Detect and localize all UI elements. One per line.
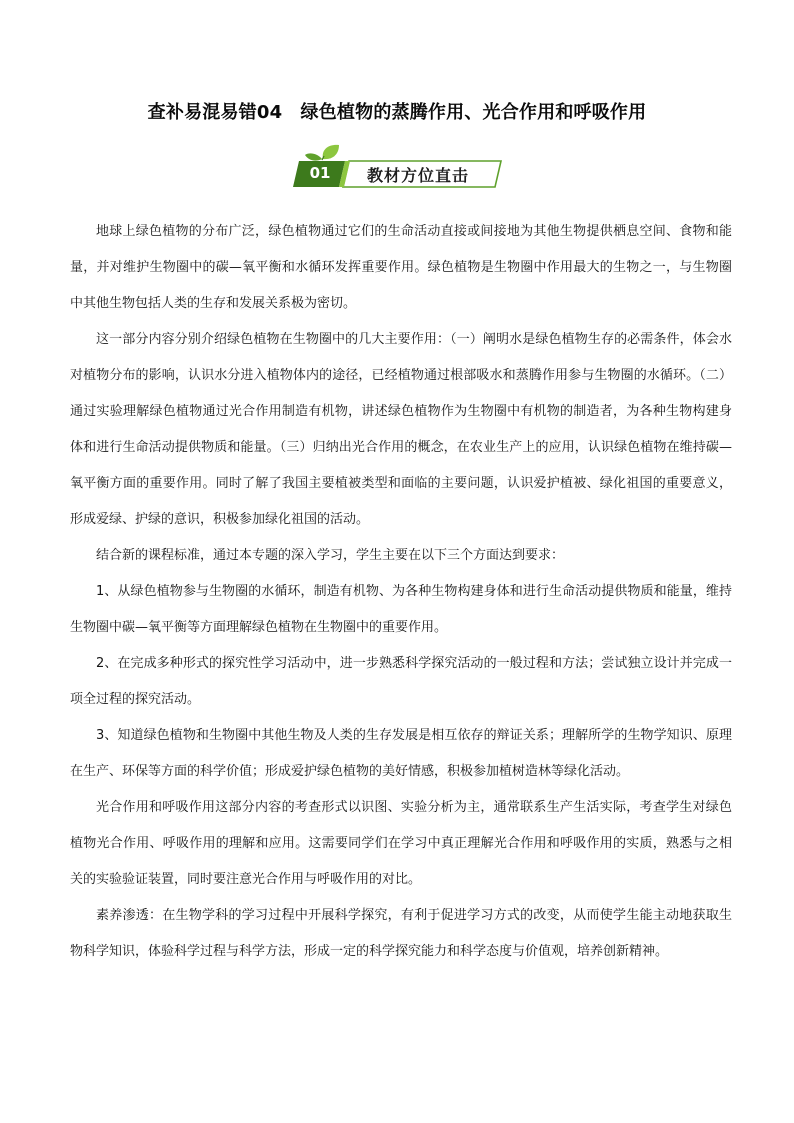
leaf-icon [305,145,339,161]
paragraph: 3、知道绿色植物和生物圈中其他生物及人类的生存发展是相互依存的辩证关系；理解所学的生物学知识、原理在生产、环保等方面的科学价值；形成爱护绿色植物的美好情感，积极参加植树造林等绿化活动。 [70,728,732,779]
paragraph: 光合作用和呼吸作用这部分内容的考查形式以识图、实验分析为主，通常联系生产生活实际，考查学生对绿色植物光合作用、呼吸作用的理解和应用。这需要同学们在学习中真正理解光合作用和呼吸作用的实质，熟悉与之相关的实验验证装置，同时要注意光合作用与呼吸作用的对比。 [70,800,732,887]
paragraph: 地球上绿色植物的分布广泛，绿色植物通过它们的生命活动直接或间接地为其他生物提供栖息空间、食物和能量，并对维护生物圈中的碳—氧平衡和水循环发挥重要作用。绿色植物是生物圈中作用最大的生物之一，与生物圈中其他生物包括人类的生存和发展关系极为密切。 [70,224,732,311]
page-title: 查补易混易错04 绿色植物的蒸腾作用、光合作用和呼吸作用 [147,102,647,123]
section-number: 01 [309,164,331,182]
paragraph: 这一部分内容分别介绍绿色植物在生物圈中的几大主要作用：（一）阐明水是绿色植物生存的必需条件，体会水对植物分布的影响，认识水分进入植物体内的途径，已经植物通过根部吸水和蒸腾作用参与生物圈的水循环。（二）通过实验理解绿色植物通过光合作用制造有机物，讲述绿色植物作为生物圈中有机物的制造者，为各种生物构建身体和进行生命活动提供物质和能量。（三）归纳出光合作用的概念，在农业生产上的应用，认识绿色植物在维持碳—氧平衡方面的重要作用。同时了解了我国主要植被类型和面临的主要问题，认识爱护植被、绿化祖国的重要意义，形成爱绿、护绿的意识，积极参加绿化祖国的活动。 [70,332,732,527]
section-label: 教材方位直击 [366,166,469,185]
paragraph: 结合新的课程标准，通过本专题的深入学习，学生主要在以下三个方面达到要求： [96,548,565,563]
section-banner [293,143,503,189]
body-text [70,214,732,970]
paragraph: 素养渗透：在生物学科的学习过程中开展科学探究，有利于促进学习方式的改变，从而使学生能主动地获取生物科学知识，体验科学过程与科学方法，形成一定的科学探究能力和科学态度与价值观，培养创新精神。 [70,908,732,959]
paragraph: 2、在完成多种形式的探究性学习活动中，进一步熟悉科学探究活动的一般过程和方法；尝试独立设计并完成一项全过程的探究活动。 [70,656,732,707]
paragraph: 1、从绿色植物参与生物圈的水循环，制造有机物、为各种生物构建身体和进行生命活动提供物质和能量，维持生物圈中碳—氧平衡等方面理解绿色植物在生物圈中的重要作用。 [70,584,732,635]
